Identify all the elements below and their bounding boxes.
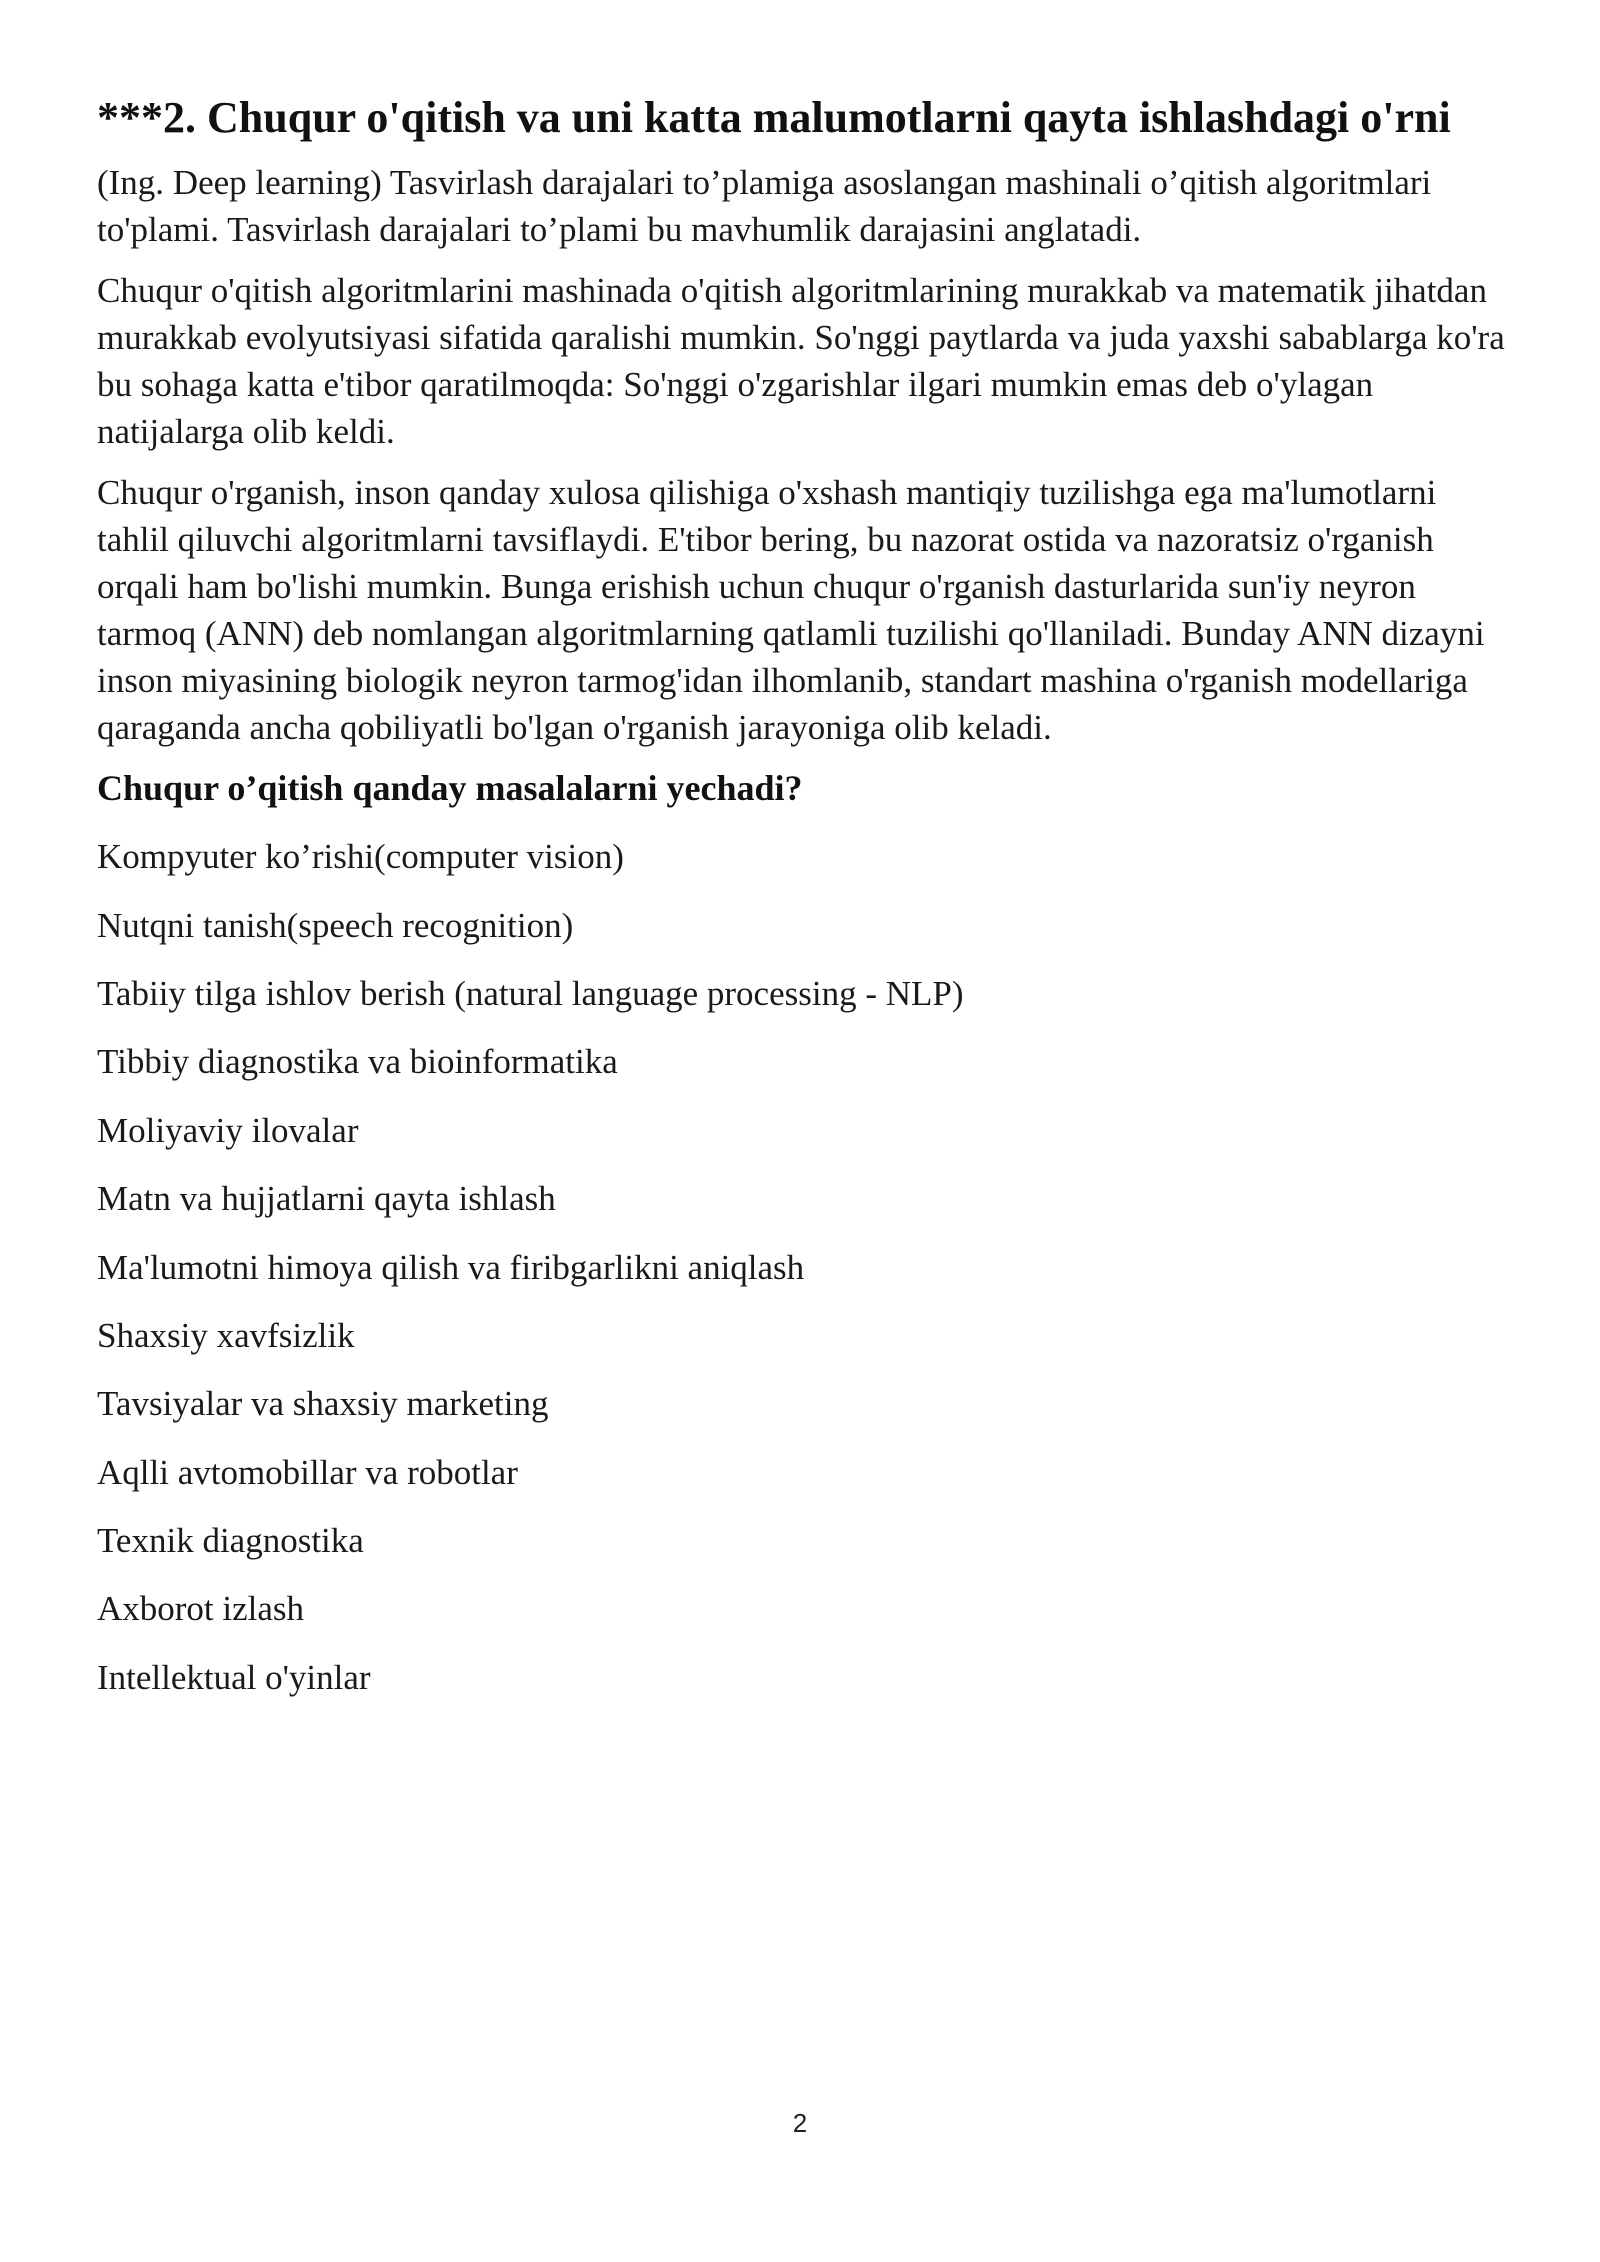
list-item: Intellektual o'yinlar <box>97 1657 371 1697</box>
list-item: Shaxsiy xavfsizlik <box>97 1315 355 1355</box>
list-item: Texnik diagnostika <box>97 1521 364 1561</box>
list-item: Kompyuter ko’rishi(computer vision) <box>97 837 624 877</box>
section-title: ***2. Chuqur o'qitish va uni katta malumotlarni qayta ishlashdagi o'rni <box>97 93 1451 142</box>
paragraph-evolution: Chuqur o'qitish algoritmlarini mashinada o'qitish algoritmlarining murakkab va matematik jihatdan murakkab evolyutsiyasi sifatida qaralishi mumkin. So'nggi paytlarda va juda yaxshi sabablarga ko'ra bu sohaga katta e'tibor qaratilmoqda: So'nggi o'zgarishlar ilgari mumkin emas deb o'ylagan natijalarga olib keldi. <box>97 270 1505 451</box>
list-item: Aqlli avtomobillar va robotlar <box>97 1452 518 1492</box>
list-item: Tavsiyalar va shaxsiy marketing <box>97 1384 549 1424</box>
paragraph-ann: Chuqur o'rganish, inson qanday xulosa qilishiga o'xshash mantiqiy tuzilishga ega ma'lumotlarni tahlil qiluvchi algoritmlarni tavsiflaydi. E'tibor bering, bu nazorat ostida va nazoratsiz o'rganish orqali ham bo'lishi mumkin. Bunga erishish uchun chuqur o'rganish dasturlarida sun'iy neyron tarmoq (ANN) deb nomlangan algoritmlarning qatlamli tuzilishi qo'llaniladi. Bunday ANN dizayni inson miyasining biologik neyron tarmog'idan ilhomlanib, standart mashina o'rganish modellariga qaraganda ancha qobiliyatli bo'lgan o'rganish jarayoniga olib keladi. <box>97 472 1485 747</box>
paragraph-definition: (Ing. Deep learning) Tasvirlash darajalari to’plamiga asoslangan mashinali o’qitish algoritmlari to'plami. Tasvirlash darajalari to’plami bu mavhumlik darajasini anglatadi. <box>97 162 1432 249</box>
tasks-subheading: Chuqur o’qitish qanday masalalarni yechadi? <box>97 767 803 808</box>
list-item: Nutqni tanish(speech recognition) <box>97 905 574 945</box>
list-item: Matn va hujjatlarni qayta ishlash <box>97 1179 556 1219</box>
document-page <box>97 92 1517 1701</box>
list-item: Axborot izlash <box>97 1589 305 1629</box>
list-item: Ma'lumotni himoya qilish va firibgarlikni aniqlash <box>97 1247 805 1287</box>
list-item: Tabiiy tilga ishlov berish (natural language processing - NLP) <box>97 973 964 1013</box>
page-number: 2 <box>792 2108 808 2138</box>
tasks-list <box>97 833 1517 1701</box>
list-item: Moliyaviy ilovalar <box>97 1110 359 1150</box>
list-item: Tibbiy diagnostika va bioinformatika <box>97 1042 618 1082</box>
